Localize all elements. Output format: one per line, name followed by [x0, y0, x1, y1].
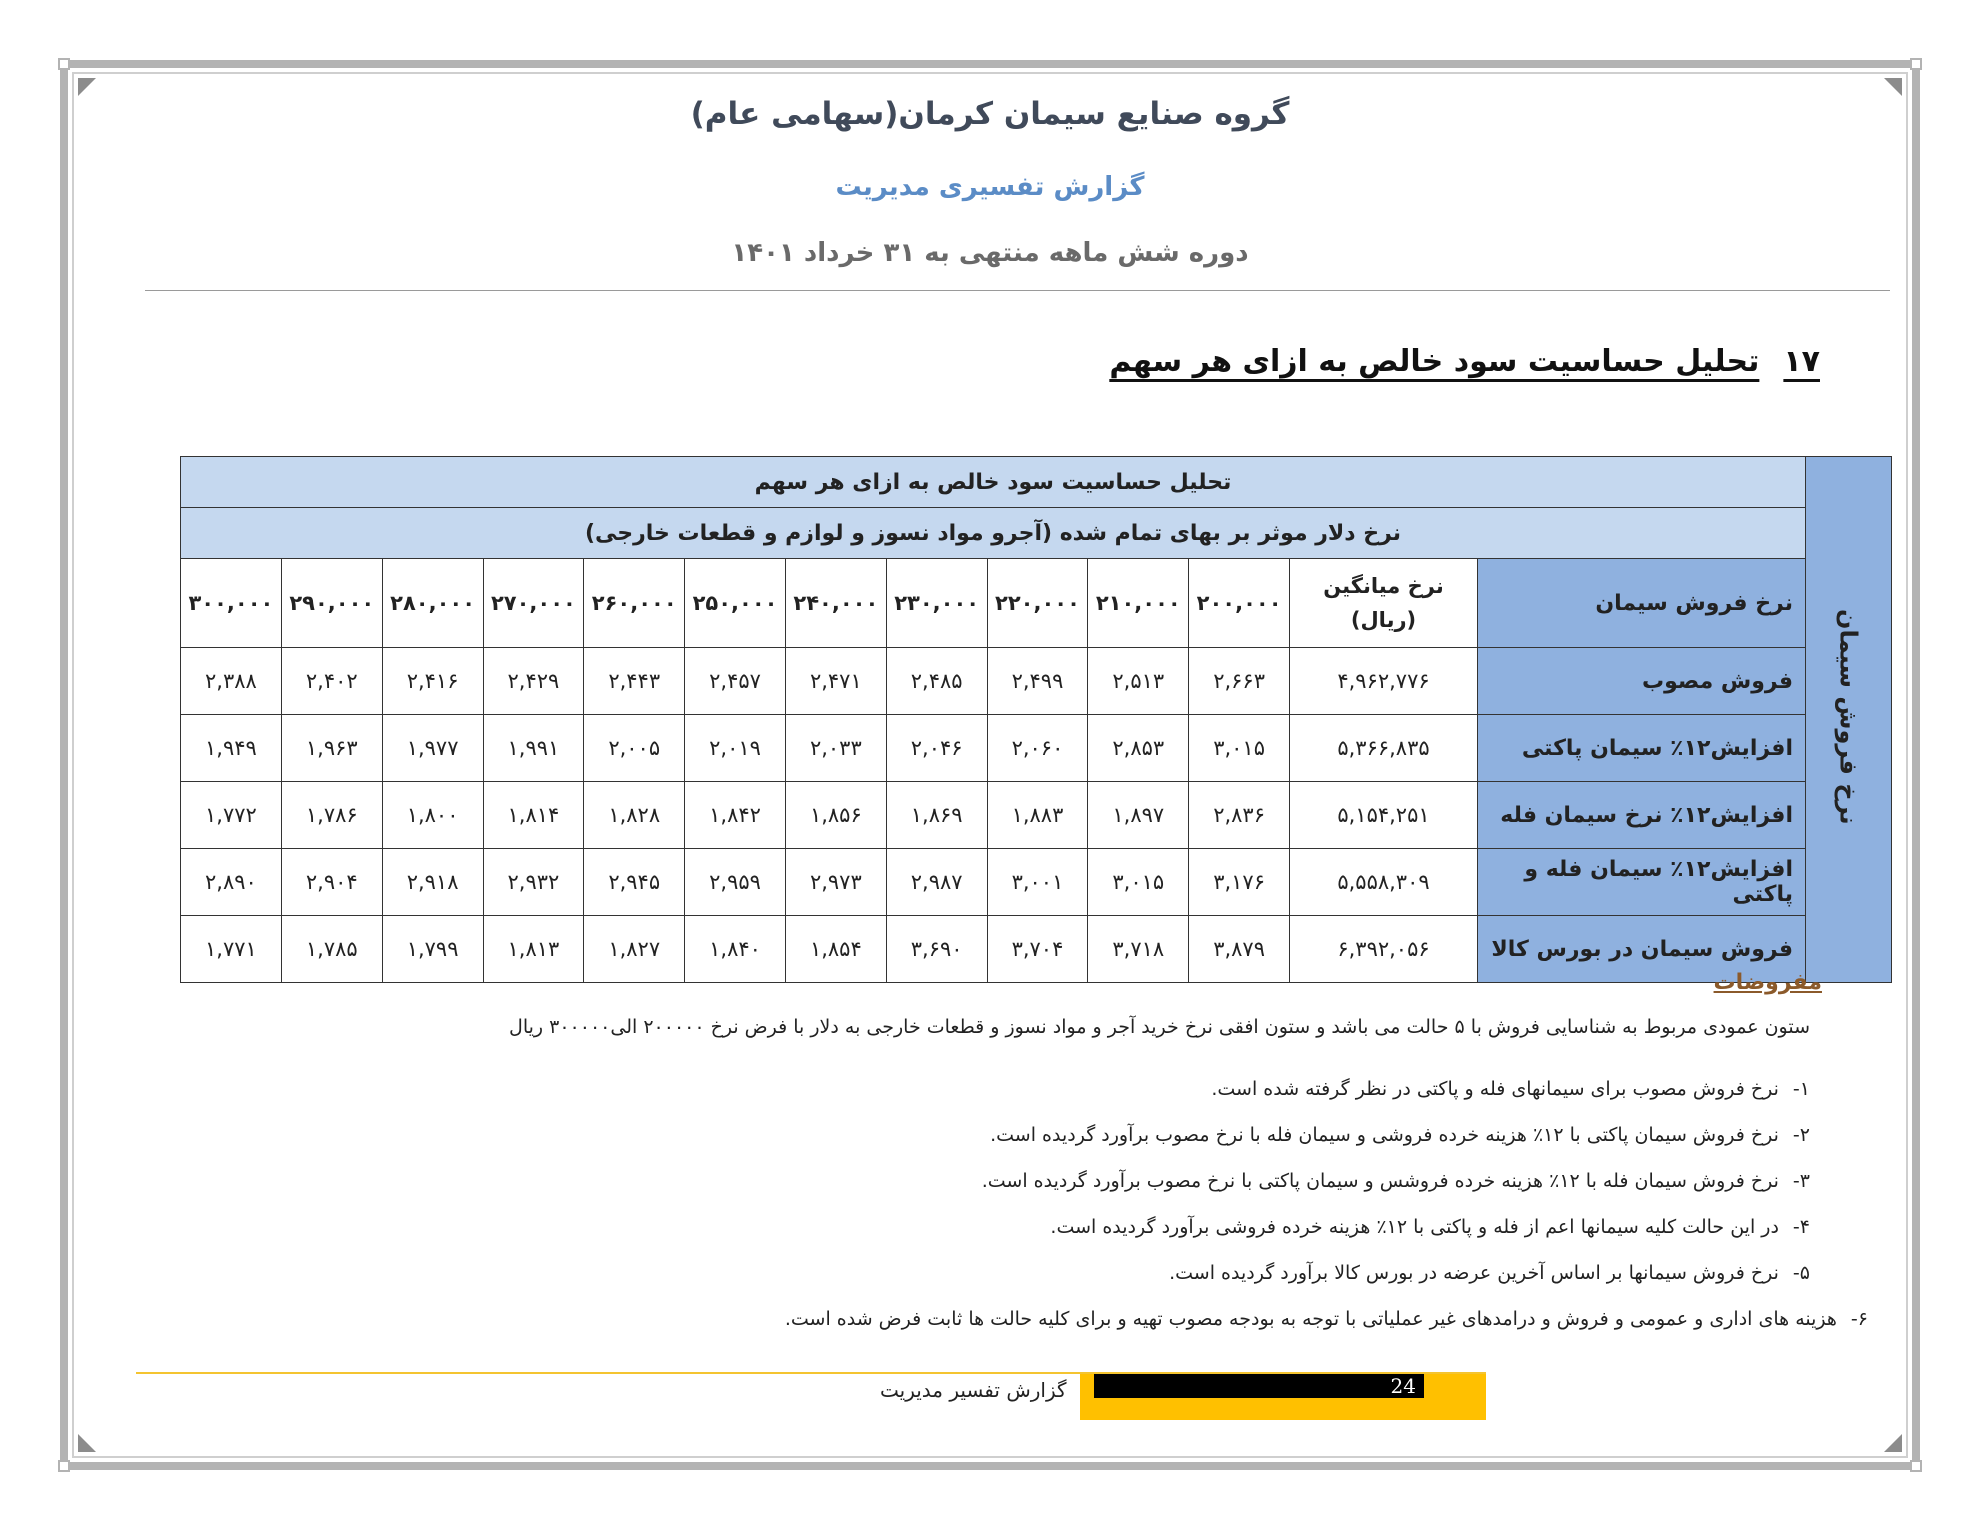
table-cell: ۲,۹۷۳ — [785, 849, 886, 916]
table-row — [181, 715, 1892, 782]
assumptions-title: مفروضات — [1713, 970, 1822, 995]
assumption-text: نرخ فروش سیمان فله با ۱۲٪ هزینه خرده فروشس و سیمان پاکتی با نرخ مصوب برآورد گردیده است. — [981, 1170, 1779, 1192]
company-title: گروه صنایع سیمان کرمان(سهامی عام) — [690, 96, 1290, 132]
avg-rate-cell: ۴,۹۶۲,۷۷۶ — [1290, 648, 1478, 715]
table-cell: ۲,۶۶۳ — [1189, 648, 1290, 715]
table-cell: ۲,۰۱۹ — [685, 715, 786, 782]
table-title: تحلیل حساسیت سود خالص به ازای هر سهم — [181, 457, 1806, 508]
avg-rate-cell: ۶,۳۹۲,۰۵۶ — [1290, 916, 1478, 983]
avg-rate-cell: ۵,۱۵۴,۲۵۱ — [1290, 782, 1478, 849]
table-row — [181, 782, 1892, 849]
table-cell: ۲,۴۰۲ — [281, 648, 382, 715]
avg-rate-header-line1: نرخ میانگین — [1323, 574, 1444, 598]
column-header: ۲۶۰,۰۰۰ — [584, 559, 685, 648]
table-cell: ۱,۷۹۹ — [382, 916, 483, 983]
table-cell: ۳,۰۰۱ — [987, 849, 1088, 916]
table-cell: ۱,۹۴۹ — [181, 715, 282, 782]
column-header: ۲۲۰,۰۰۰ — [987, 559, 1088, 648]
column-header: ۲۴۰,۰۰۰ — [785, 559, 886, 648]
assumption-item — [1211, 1078, 1810, 1100]
table-cell: ۱,۷۸۵ — [281, 916, 382, 983]
report-title: گزارش تفسیری مدیریت — [835, 172, 1145, 202]
table-cell: ۲,۹۳۲ — [483, 849, 584, 916]
column-header: ۳۰۰,۰۰۰ — [181, 559, 282, 648]
sensitivity-table — [180, 456, 1892, 983]
row-label: فروش سیمان در بورس کالا — [1478, 916, 1806, 983]
table-cell: ۱,۹۷۷ — [382, 715, 483, 782]
table-cell: ۲,۰۳۳ — [785, 715, 886, 782]
table-cell: ۱,۷۷۲ — [181, 782, 282, 849]
frame-corner-square — [1910, 58, 1922, 70]
assumption-text: نرخ فروش سیمانها بر اساس آخرین عرضه در بورس کالا برآورد گردیده است. — [1169, 1262, 1779, 1284]
avg-rate-header — [1290, 559, 1478, 648]
table-cell: ۱,۸۶۹ — [886, 782, 987, 849]
report-period: دوره شش ماهه منتهی به ۳۱ خرداد ۱۴۰۱ — [731, 238, 1249, 268]
table-cell: ۳,۰۱۵ — [1088, 849, 1189, 916]
assumption-item — [1050, 1216, 1810, 1238]
column-header: ۲۹۰,۰۰۰ — [281, 559, 382, 648]
assumptions-intro: ستون عمودی مربوط به شناسایی فروش با ۵ حالت می باشد و ستون افقی نرخ خرید آجر و مواد نسوز و قطعات خارجی به دلار با فرض نرخ ۲۰۰۰۰۰ الی۳۰۰۰۰۰ ریال — [509, 1016, 1810, 1038]
table-cell: ۱,۸۵۶ — [785, 782, 886, 849]
table-cell: ۲,۰۰۵ — [584, 715, 685, 782]
row-label: افزایش۱۲٪ سیمان فله و پاکتی — [1478, 849, 1806, 916]
table-cell: ۱,۷۷۱ — [181, 916, 282, 983]
row-label: فروش مصوب — [1478, 648, 1806, 715]
corner-ornament-bottom-right — [1884, 1434, 1902, 1452]
avg-rate-header-line2: (ریال) — [1350, 608, 1417, 632]
assumption-item — [990, 1124, 1810, 1146]
table-cell: ۲,۹۱۸ — [382, 849, 483, 916]
frame-corner-square — [1910, 1460, 1922, 1472]
assumption-text: نرخ فروش سیمان پاکتی با ۱۲٪ هزینه خرده فروشی و سیمان فله با نرخ مصوب برآورد گردیده است. — [990, 1124, 1779, 1146]
table-row — [181, 916, 1892, 983]
table-cell: ۳,۷۱۸ — [1088, 916, 1189, 983]
table-cell: ۲,۹۴۵ — [584, 849, 685, 916]
table-row — [181, 648, 1892, 715]
assumption-item — [1169, 1262, 1810, 1284]
table-cell: ۳,۱۷۶ — [1189, 849, 1290, 916]
column-header: ۲۳۰,۰۰۰ — [886, 559, 987, 648]
frame-corner-square — [58, 58, 70, 70]
table-cell: ۲,۰۶۰ — [987, 715, 1088, 782]
assumption-item — [785, 1308, 1868, 1330]
table-cell: ۱,۸۹۷ — [1088, 782, 1189, 849]
table-cell: ۱,۸۱۳ — [483, 916, 584, 983]
table-cell: ۱,۸۲۷ — [584, 916, 685, 983]
footer-label: گزارش تفسیر مدیریت — [880, 1378, 1067, 1402]
table-cell: ۱,۸۵۴ — [785, 916, 886, 983]
table-cell: ۱,۸۲۸ — [584, 782, 685, 849]
table-cell: ۳,۷۰۴ — [987, 916, 1088, 983]
table-cell: ۱,۸۴۰ — [685, 916, 786, 983]
column-header: ۲۰۰,۰۰۰ — [1189, 559, 1290, 648]
table-cell: ۲,۸۵۳ — [1088, 715, 1189, 782]
table-cell: ۲,۴۵۷ — [685, 648, 786, 715]
assumption-number: ۵- — [1792, 1262, 1810, 1284]
table-cell: ۲,۹۸۷ — [886, 849, 987, 916]
assumption-text: در این حالت کلیه سیمانها اعم از فله و پاکتی با ۱۲٪ هزینه خرده فروشی برآورد گردیده است. — [1050, 1216, 1779, 1238]
assumption-number: ۳- — [1792, 1170, 1810, 1192]
section-number: ۱۷ — [1783, 344, 1820, 379]
avg-rate-cell: ۵,۵۵۸,۳۰۹ — [1290, 849, 1478, 916]
table-row — [181, 849, 1892, 916]
corner-ornament-top-left — [78, 78, 96, 96]
assumption-text: نرخ فروش مصوب برای سیمانهای فله و پاکتی در نظر گرفته شده است. — [1211, 1078, 1779, 1100]
header-divider — [145, 290, 1890, 291]
avg-rate-cell: ۵,۳۶۶,۸۳۵ — [1290, 715, 1478, 782]
table-cell: ۲,۴۴۳ — [584, 648, 685, 715]
table-cell: ۲,۳۸۸ — [181, 648, 282, 715]
table-cell: ۱,۹۶۳ — [281, 715, 382, 782]
column-header: ۲۱۰,۰۰۰ — [1088, 559, 1189, 648]
table-cell: ۱,۸۸۳ — [987, 782, 1088, 849]
table-cell: ۲,۹۰۴ — [281, 849, 382, 916]
assumption-number: ۴- — [1792, 1216, 1810, 1238]
table-cell: ۲,۵۱۳ — [1088, 648, 1189, 715]
table-cell: ۲,۴۱۶ — [382, 648, 483, 715]
table-cell: ۲,۴۹۹ — [987, 648, 1088, 715]
table-cell: ۳,۶۹۰ — [886, 916, 987, 983]
table-cell: ۳,۰۱۵ — [1189, 715, 1290, 782]
table-cell: ۳,۸۷۹ — [1189, 916, 1290, 983]
table-cell: ۱,۸۱۴ — [483, 782, 584, 849]
section-heading — [1109, 344, 1820, 379]
table-cell: ۲,۸۹۰ — [181, 849, 282, 916]
page-number: 24 — [1094, 1374, 1424, 1398]
assumption-item — [982, 1170, 1810, 1192]
frame-corner-square — [58, 1460, 70, 1472]
assumption-number: ۶- — [1850, 1308, 1868, 1330]
table-cell: ۲,۴۸۵ — [886, 648, 987, 715]
section-title: تحلیل حساسیت سود خالص به ازای هر سهم — [1109, 344, 1760, 379]
table-cell: ۲,۸۳۶ — [1189, 782, 1290, 849]
table-cell: ۱,۹۹۱ — [483, 715, 584, 782]
corner-ornament-bottom-left — [78, 1434, 96, 1452]
row-label: افزایش۱۲٪ سیمان پاکتی — [1478, 715, 1806, 782]
column-header: ۲۷۰,۰۰۰ — [483, 559, 584, 648]
corner-ornament-top-right — [1884, 78, 1902, 96]
assumption-number: ۲- — [1792, 1124, 1810, 1146]
table-cell: ۲,۴۲۹ — [483, 648, 584, 715]
table-cell: ۱,۸۰۰ — [382, 782, 483, 849]
table-corner-label: نرخ فروش سیمان — [1478, 559, 1806, 648]
table-cell: ۲,۴۷۱ — [785, 648, 886, 715]
row-label: افزایش۱۲٪ نرخ سیمان فله — [1478, 782, 1806, 849]
column-header: ۲۸۰,۰۰۰ — [382, 559, 483, 648]
assumption-text: هزینه های اداری و عمومی و فروش و درامدهای غیر عملیاتی با توجه به بودجه مصوب تهیه و برای کلیه حالت ها ثابت فرض شده است. — [784, 1308, 1837, 1330]
table-cell: ۲,۰۴۶ — [886, 715, 987, 782]
table-cell: ۱,۷۸۶ — [281, 782, 382, 849]
table-cell: ۱,۸۴۲ — [685, 782, 786, 849]
table-side-label: نرخ فروش سیمان — [1806, 457, 1892, 983]
table-subtitle: نرخ دلار موثر بر بهای تمام شده (آجرو مواد نسوز و لوازم و قطعات خارجی) — [181, 508, 1806, 559]
column-header: ۲۵۰,۰۰۰ — [685, 559, 786, 648]
assumption-number: ۱- — [1792, 1078, 1810, 1100]
table-cell: ۲,۹۵۹ — [685, 849, 786, 916]
